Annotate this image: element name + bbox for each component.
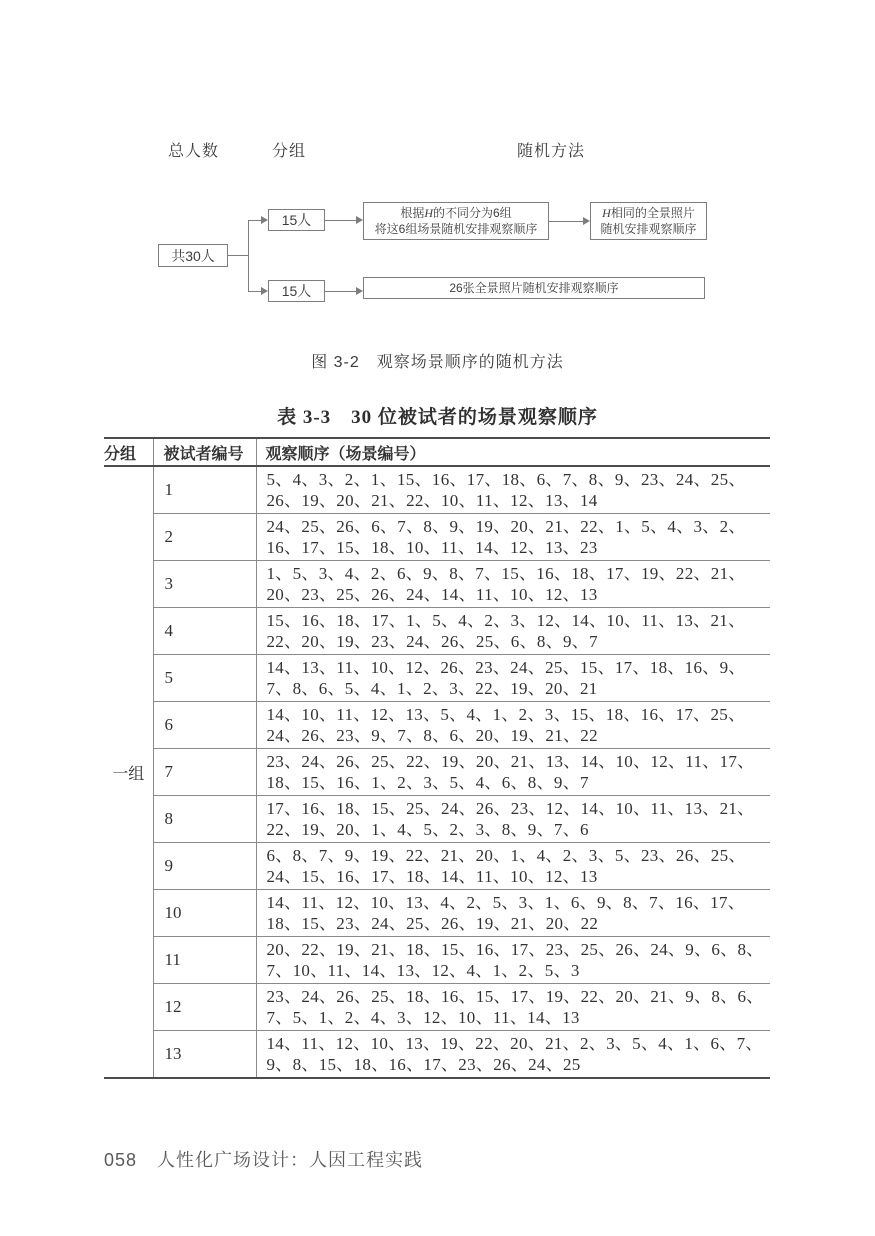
variable-h: H bbox=[602, 206, 611, 220]
sequence-cell: 24、25、26、6、7、8、9、19、20、21、22、1、5、4、3、2、16、17、15、18、10、11、14、12、13、23 bbox=[256, 514, 770, 561]
table-row bbox=[104, 608, 770, 655]
subject-number-cell: 7 bbox=[153, 749, 256, 796]
node-group-top: 15人 bbox=[268, 209, 325, 231]
subject-number-cell: 9 bbox=[153, 843, 256, 890]
table-row bbox=[104, 796, 770, 843]
sequence-cell: 1、5、3、4、2、6、9、8、7、15、16、18、17、19、22、21、20、23、25、26、24、14、11、10、12、13 bbox=[256, 561, 770, 608]
group-label-cell: 一组 bbox=[104, 466, 153, 1078]
subject-number-cell: 13 bbox=[153, 1031, 256, 1079]
sequence-cell: 17、16、18、15、25、24、26、23、12、14、10、11、13、21、22、19、20、1、4、5、2、3、8、9、7、6 bbox=[256, 796, 770, 843]
sequence-cell: 5、4、3、2、1、15、16、17、18、6、7、8、9、23、24、25、26、19、20、21、22、10、11、12、13、14 bbox=[256, 466, 770, 514]
node-method-right-line1: H相同的全景照片 bbox=[602, 206, 695, 220]
table-title: 表 3-3 30 位被试者的场景观察顺序 bbox=[277, 407, 598, 428]
node-method-bottom: 26张全景照片随机安排观察顺序 bbox=[363, 277, 705, 299]
connector-line bbox=[248, 291, 262, 292]
table-row bbox=[104, 1031, 770, 1079]
table-row bbox=[104, 466, 770, 514]
connector-line bbox=[248, 220, 262, 221]
header-subject-number: 被试者编号 bbox=[153, 438, 256, 466]
figure-caption: 图 3-2 观察场景顺序的随机方法 bbox=[311, 354, 564, 371]
diagram-header-group: 分组 bbox=[272, 143, 307, 160]
subject-number-cell: 2 bbox=[153, 514, 256, 561]
subject-number-cell: 3 bbox=[153, 561, 256, 608]
diagram-header-method: 随机方法 bbox=[517, 143, 586, 160]
sequence-cell: 14、11、12、10、13、4、2、5、3、1、6、9、8、7、16、17、18、15、23、24、25、26、19、21、20、22 bbox=[256, 890, 770, 937]
connector-line bbox=[228, 255, 248, 256]
table-row bbox=[104, 655, 770, 702]
connector-line bbox=[325, 291, 357, 292]
table-row bbox=[104, 843, 770, 890]
node-method-right-line2: 随机安排观察顺序 bbox=[600, 222, 697, 236]
subject-number-cell: 4 bbox=[153, 608, 256, 655]
subject-number-cell: 5 bbox=[153, 655, 256, 702]
node-total-people: 共30人 bbox=[158, 244, 228, 267]
sequence-cell: 14、10、11、12、13、5、4、1、2、3、15、18、16、17、25、24、26、23、9、7、8、6、20、19、21、22 bbox=[256, 702, 770, 749]
subject-number-cell: 6 bbox=[153, 702, 256, 749]
sequence-cell: 20、22、19、21、18、15、16、17、23、25、26、24、9、6、8、7、10、11、14、13、12、4、1、2、5、3 bbox=[256, 937, 770, 984]
subject-number-cell: 8 bbox=[153, 796, 256, 843]
table-row bbox=[104, 561, 770, 608]
header-observation-order: 观察顺序（场景编号） bbox=[256, 438, 770, 466]
arrow-right-icon bbox=[583, 217, 590, 225]
sequence-cell: 23、24、26、25、22、19、20、21、13、14、10、12、11、17、18、15、16、1、2、3、5、4、6、8、9、7 bbox=[256, 749, 770, 796]
sequence-cell: 6、8、7、9、19、22、21、20、1、4、2、3、5、23、26、25、24、15、16、17、18、14、11、10、12、13 bbox=[256, 843, 770, 890]
node-method-top bbox=[363, 202, 549, 240]
connector-line bbox=[549, 221, 584, 222]
header-group: 分组 bbox=[104, 438, 153, 466]
node-method-top-line1: 根据H的不同分为6组 bbox=[400, 206, 512, 220]
sequence-cell: 15、16、18、17、1、5、4、2、3、12、14、10、11、13、21、22、20、19、23、24、26、25、6、8、9、7 bbox=[256, 608, 770, 655]
sequence-cell: 14、13、11、10、12、26、23、24、25、15、17、18、16、9、7、8、6、5、4、1、2、3、22、19、20、21 bbox=[256, 655, 770, 702]
table-row bbox=[104, 749, 770, 796]
connector-line bbox=[248, 220, 249, 292]
connector-line bbox=[325, 220, 357, 221]
page-number: 058 bbox=[104, 1150, 138, 1170]
subject-number-cell: 10 bbox=[153, 890, 256, 937]
diagram-header-total: 总人数 bbox=[168, 143, 220, 160]
table-row bbox=[104, 890, 770, 937]
book-title: 人性化广场设计：人因工程实践 bbox=[157, 1150, 424, 1170]
table-row bbox=[104, 984, 770, 1031]
arrow-right-icon bbox=[356, 287, 363, 295]
page-footer bbox=[104, 1146, 423, 1172]
subject-number-cell: 12 bbox=[153, 984, 256, 1031]
table-row bbox=[104, 937, 770, 984]
subject-number-cell: 1 bbox=[153, 466, 256, 514]
table-row bbox=[104, 702, 770, 749]
arrow-right-icon bbox=[356, 216, 363, 224]
sequence-cell: 23、24、26、25、18、16、15、17、19、22、20、21、9、8、6、7、5、1、2、4、3、12、10、11、14、13 bbox=[256, 984, 770, 1031]
arrow-right-icon bbox=[261, 287, 268, 295]
node-group-bottom: 15人 bbox=[268, 280, 325, 302]
observation-order-table bbox=[104, 437, 770, 1079]
subject-number-cell: 11 bbox=[153, 937, 256, 984]
table-row bbox=[104, 514, 770, 561]
table-header-row bbox=[104, 438, 770, 466]
arrow-right-icon bbox=[261, 216, 268, 224]
variable-h: H bbox=[424, 206, 433, 220]
node-method-right bbox=[590, 202, 707, 240]
sequence-cell: 14、11、12、10、13、19、22、20、21、2、3、5、4、1、6、7、9、8、15、18、16、17、23、26、24、25 bbox=[256, 1031, 770, 1079]
node-method-top-line2: 将这6组场景随机安排观察顺序 bbox=[374, 222, 538, 236]
